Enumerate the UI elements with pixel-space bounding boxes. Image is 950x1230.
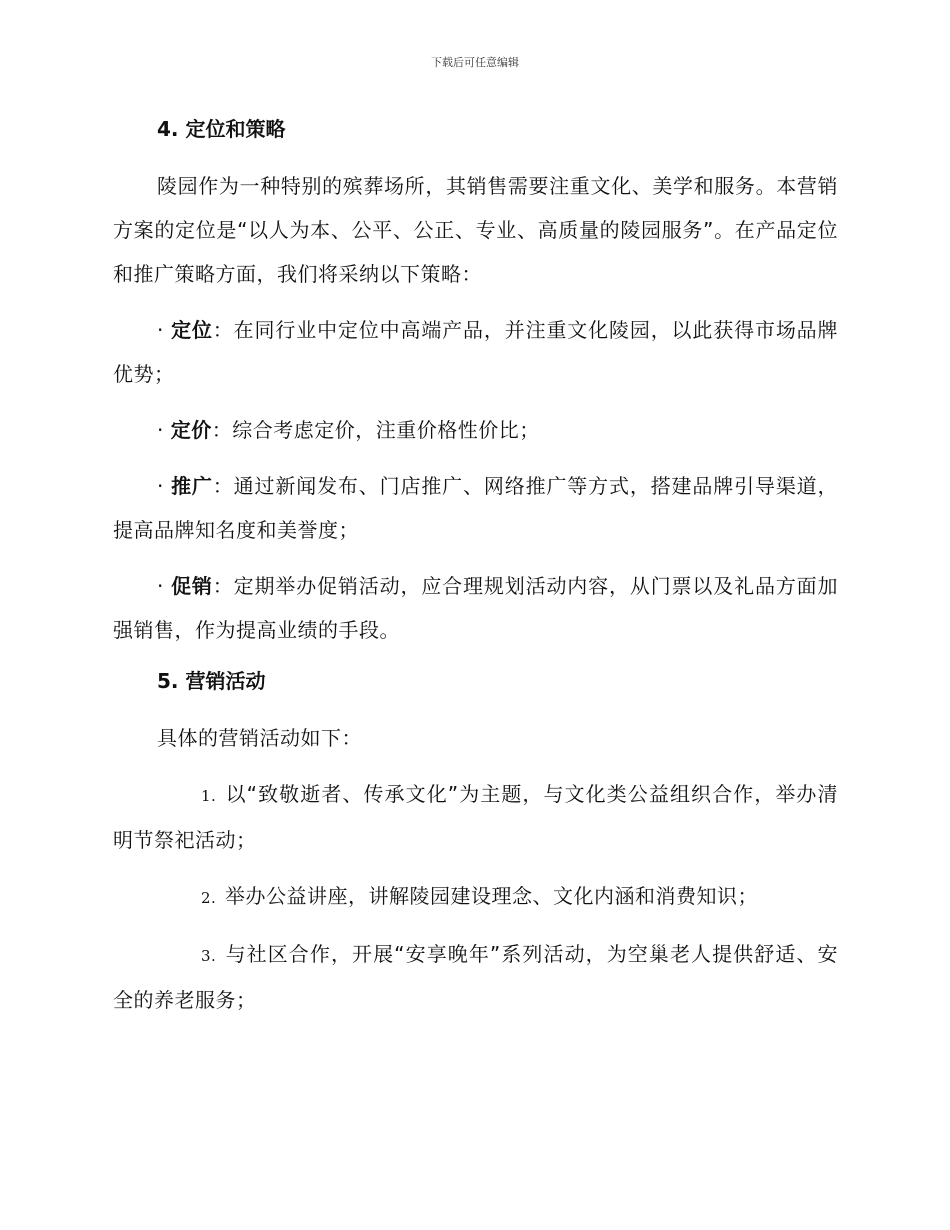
bullet-dot: · <box>157 318 172 342</box>
page-header: 下载后可任意编辑 <box>431 56 519 69</box>
list-item-text: 以“致敬逝者、传承文化”为主题，与文化类公益组织合作，举办清明节祭祀活动； <box>113 782 838 852</box>
bullet-label: 促销 <box>171 574 213 598</box>
list-number: 1. <box>201 787 217 805</box>
strategy-item-pricing <box>113 408 838 452</box>
strategy-item-sales-promotion <box>113 564 838 652</box>
activity-item-2 <box>113 874 838 920</box>
bullet-separator: ： <box>212 474 234 498</box>
list-item-text: 与社区合作，开展“安享晚年”系列活动，为空巢老人提供舒适、安全的养老服务； <box>113 942 838 1012</box>
list-number: 3. <box>201 947 217 965</box>
bullet-dot: · <box>157 474 172 498</box>
bullet-text: 综合考虑定价，注重价格性价比； <box>232 418 540 442</box>
list-number: 2. <box>201 889 217 907</box>
activity-item-1 <box>113 772 838 862</box>
bullet-separator: ： <box>212 318 234 342</box>
bullet-label: 定位 <box>171 318 213 342</box>
section-4-heading: 4. 定位和策略 <box>157 117 286 141</box>
bullet-text: 通过新闻发布、门店推广、网络推广等方式，搭建品牌引导渠道，提高品牌知名度和美誉度； <box>113 474 839 542</box>
bullet-separator: ： <box>211 418 233 442</box>
bullet-separator: ： <box>212 574 234 598</box>
bullet-dot: · <box>157 574 172 598</box>
section-5-intro: 具体的营销活动如下： <box>157 726 362 750</box>
strategy-item-positioning <box>113 308 838 396</box>
bullet-label: 推广 <box>171 474 213 498</box>
bullet-label: 定价 <box>170 418 212 442</box>
strategy-item-promotion <box>113 464 838 552</box>
bullet-dot: · <box>157 418 171 442</box>
list-item-text: 举办公益讲座，讲解陵园建设理念、文化内涵和消费知识； <box>225 884 758 908</box>
bullet-text: 定期举办促销活动，应合理规划活动内容，从门票以及礼品方面加强销售，作为提高业绩的手段。 <box>113 574 839 642</box>
document-body <box>113 112 838 1034</box>
section-4-intro: 陵园作为一种特别的殡葬场所，其销售需要注重文化、美学和服务。本营销方案的定位是“以人为本、公平、公正、专业、高质量的陵园服务”。在产品定位和推广策略方面，我们将采纳以下策略： <box>113 174 838 286</box>
activity-item-3 <box>113 932 838 1022</box>
section-5-heading: 5. 营销活动 <box>157 669 266 693</box>
bullet-text: 在同行业中定位中高端产品，并注重文化陵园，以此获得市场品牌优势； <box>113 318 839 386</box>
